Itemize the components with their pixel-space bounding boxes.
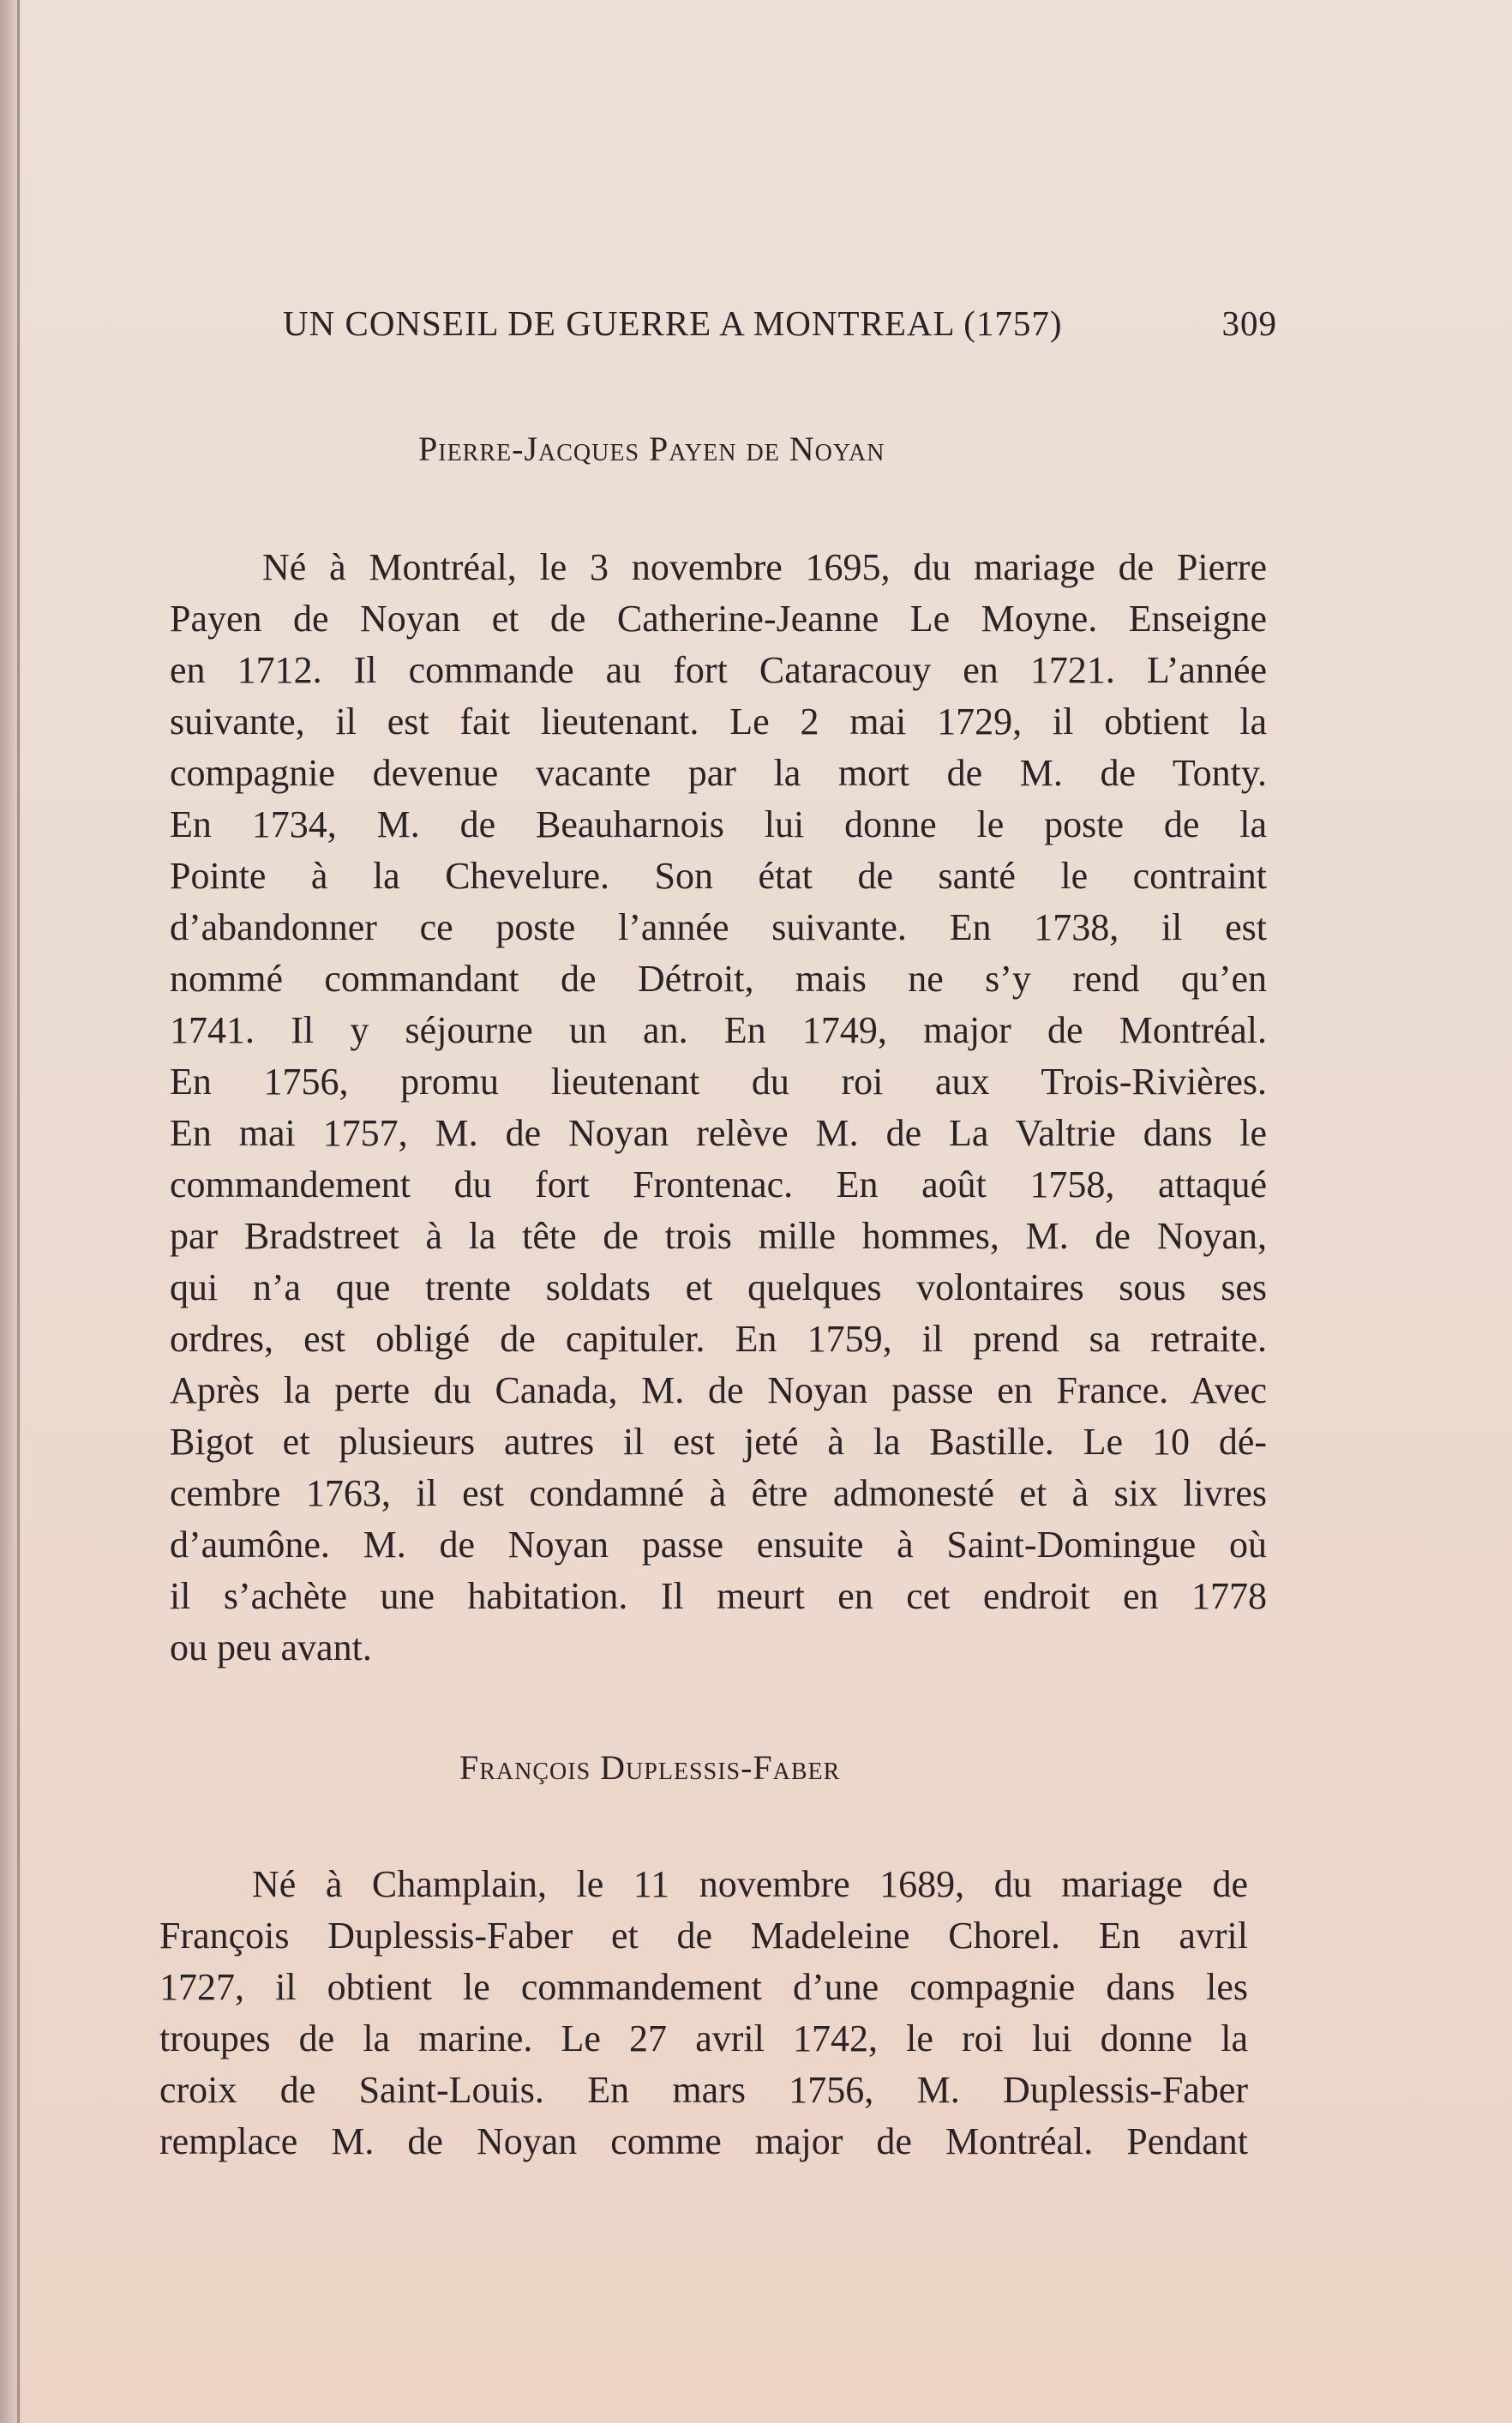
paragraph-noyan: [170, 542, 1267, 1674]
section-title-noyan: Pierre-Jacques Payen de Noyan: [418, 430, 885, 468]
page-gutter-edge: [17, 0, 20, 2423]
paragraph-duplessis-faber: [159, 1859, 1248, 2167]
text-line: En mai 1757, M. de Noyan relève M. de La Valtrie dans le: [170, 1112, 1267, 1154]
text-line: En 1734, M. de Beauharnois lui donne le poste de la: [170, 803, 1267, 845]
text-line: François Duplessis-Faber et de Madeleine Chorel. En avril: [159, 1915, 1248, 1957]
section-title-duplessis-faber: François Duplessis-Faber: [459, 1748, 841, 1787]
page-number: 309: [1221, 304, 1277, 343]
text-line: En 1756, promu lieutenant du roi aux Trois-Rivières.: [170, 1061, 1267, 1103]
text-line: commandement du fort Frontenac. En août 1758, attaqué: [170, 1163, 1267, 1205]
text-line: d’abandonner ce poste l’année suivante. En 1738, il est: [170, 906, 1267, 948]
text-line: 1741. Il y séjourne un an. En 1749, major de Montréal.: [170, 1009, 1267, 1051]
text-line: il s’achète une habitation. Il meurt en cet endroit en 1778: [170, 1575, 1267, 1617]
text-line: d’aumône. M. de Noyan passe ensuite à Saint-Domingue où: [170, 1524, 1267, 1566]
text-line: troupes de la marine. Le 27 avril 1742, le roi lui donne la: [159, 2017, 1248, 2059]
text-line: qui n’a que trente soldats et quelques volontaires sous ses: [170, 1266, 1267, 1308]
text-line: suivante, il est fait lieutenant. Le 2 mai 1729, il obtient la: [170, 700, 1267, 743]
text-line: Né à Montréal, le 3 novembre 1695, du mariage de Pierre: [262, 546, 1267, 588]
text-line: remplace M. de Noyan comme major de Montréal. Pendant: [159, 2120, 1248, 2162]
text-line: Bigot et plusieurs autres il est jeté à la Bastille. Le 10 dé-: [170, 1421, 1267, 1463]
text-line: Pointe à la Chevelure. Son état de santé le contraint: [170, 855, 1267, 897]
text-line: croix de Saint-Louis. En mars 1756, M. Duplessis-Faber: [159, 2069, 1248, 2111]
running-head-title: UN CONSEIL DE GUERRE A MONTREAL (1757): [283, 304, 1063, 343]
text-line: Payen de Noyan et de Catherine-Jeanne Le Moyne. Enseigne: [170, 598, 1267, 640]
text-line: Après la perte du Canada, M. de Noyan passe en France. Avec: [170, 1369, 1267, 1411]
text-line: cembre 1763, il est condamné à être admonesté et à six livres: [170, 1472, 1267, 1514]
text-line: ou peu avant.: [170, 1626, 372, 1668]
text-line: nommé commandant de Détroit, mais ne s’y rend qu’en: [170, 958, 1267, 1000]
text-line: par Bradstreet à la tête de trois mille hommes, M. de Noyan,: [170, 1215, 1267, 1257]
running-head: [283, 303, 1277, 346]
text-line: en 1712. Il commande au fort Cataracouy en 1721. L’année: [170, 649, 1267, 691]
text-line: compagnie devenue vacante par la mort de M. de Tonty.: [170, 752, 1267, 794]
text-line: 1727, il obtient le commandement d’une compagnie dans les: [159, 1966, 1248, 2008]
text-line: ordres, est obligé de capituler. En 1759, il prend sa retraite.: [170, 1318, 1267, 1360]
text-line: Né à Champlain, le 11 novembre 1689, du mariage de: [252, 1863, 1248, 1905]
